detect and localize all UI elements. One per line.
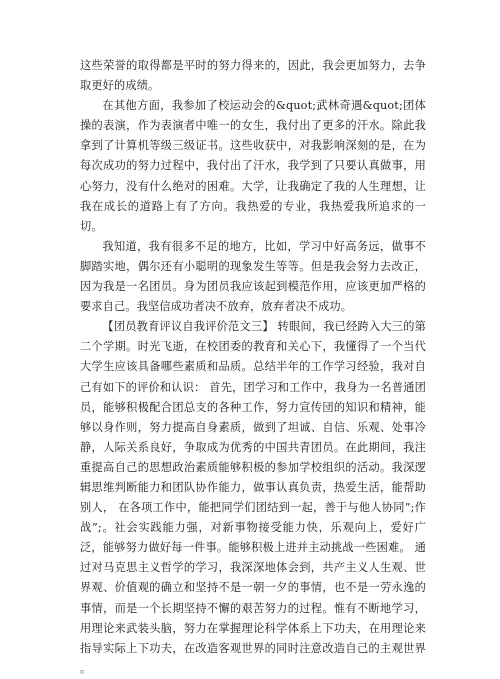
paragraph-2: 在其他方面，我参加了校运动会的&quot;武林奇遇&quot;团体操的表演，作为表演者中唯一的女生，我付出了更多的汗水。除此我拿到了计算机等级三级证书。这些收获中，对我影响深刻的是，在为每次成功的努力过程中，我付出了汗水，我学到了只要认真做事，用心努力，没有什么绝对的困难。大学，让我确定了我的人生理想，让我在成长的道路上有了方向。我热爱的专业，我热爱我所追求的一切。 [80,99,426,233]
paragraph-3: 我知道，我有很多不足的地方，比如，学习中好高务远，做事不脚踏实地，偶尔还有小聪明的现象发生等等。但是我会努力去改正，因为我是一名团员。身为团员我应该起到模范作用，应该更加严格的要求自己。我坚信成功者决不放弃，放弃者决不成功。 [80,239,426,314]
paragraph-4: 【团员教育评议自我评价范文三】 转眼间，我已经跨入大三的第二个学期。时光飞逝，在校团委的教育和关心下，我懂得了一个当代大学生应该具备哪些素质和品质。总结半年的工作学习经验，我对自己有如下的评价和认识： 首先，团学习和工作中，我身为一名普通团员，能够积极配合团总支的各种工作，努力宣传団的知识和精神，能够以身作则，努力提高自身素质，做到了坦诚、自信、乐观、处事冷静，人际关系良好，争取成为优秀的中国共青团员。在此期间，我注重提高自己的思想政治素质能够积极的参加学校组织的活动。我深逻辑思维判断能力和团队协作能力，做事认真负责，热爱生活，能帮助别人， 在各项工作中，能把同学们团结到一起，善于与他人协同”;作战”;。社会实践能力强，对新事物接受能力快，乐观向上，爱好广泛，能够努力做好每一件事。能够积极上进并主动挑战一些困难。 通过对马克思主义哲学的学习，我深深地体会到，共产主义人生观、世界观、价值观的确立和坚持不是一朝一夕的事情，也不是一劳永逸的事情，而是一个长期坚持不懈的艰苦努力的过程。惟有不断地学习，用理论来武装头脑，努力在掌握理论科学体系上下功夫，在用理论来指导实际上下功夫，在改造客观世界的同时注意改造自己的主观世界 。 [80,320,426,675]
paragraph-1: 这些荣誉的取得都是平时的努力得来的，因此，我会更加努力，去争取更好的成绩。 [80,59,426,93]
document-body [80,56,426,679]
